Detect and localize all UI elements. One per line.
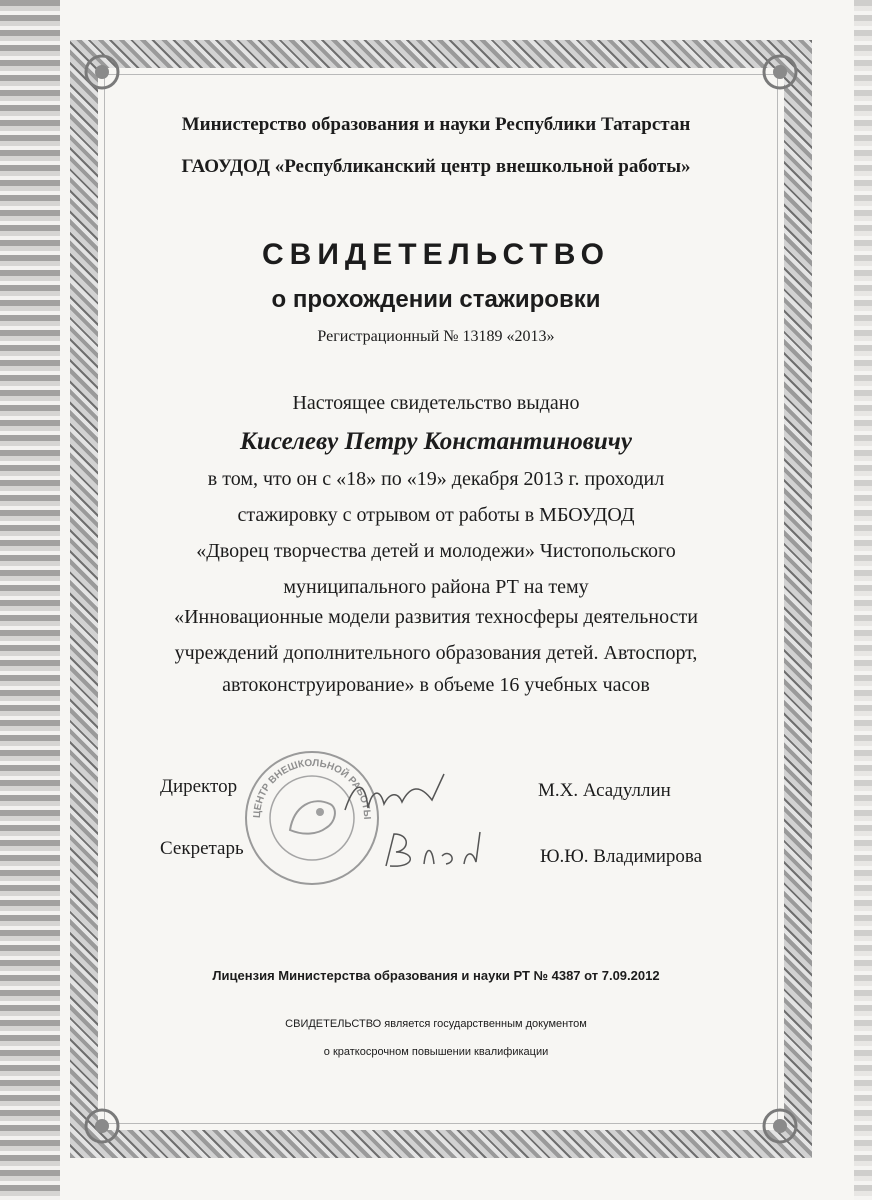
director-name: М.Х. Асадуллин (538, 780, 671, 801)
issued-intro: Настоящее свидетельство выдано (292, 392, 580, 414)
director-signature (340, 770, 450, 820)
body-line: автоконструирование» в объеме 16 учебных часов (222, 674, 650, 696)
corner-ornament-top-right (750, 42, 810, 102)
certificate-title: СВИДЕТЕЛЬСТВО (262, 238, 610, 271)
secretary-signature (380, 826, 490, 876)
footer-note-line: о краткосрочном повышении квалификации (323, 1046, 549, 1058)
svg-text:ЦЕНТР ВНЕШКОЛЬНОЙ РАБОТЫ: ЦЕНТР ВНЕШКОЛЬНОЙ РАБОТЫ (251, 757, 373, 820)
body-line: в том, что он с «18» по «19» декабря 2013 г. проходил (207, 468, 665, 490)
certificate-subtitle: о прохождении стажировки (271, 286, 601, 313)
secretary-label: Секретарь (160, 838, 244, 859)
organization-heading: ГАОУДОД «Республиканский центр внешкольной работы» (181, 156, 691, 177)
recipient-name: Киселеву Петру Константиновичу (239, 428, 633, 455)
corner-ornament-top-left (72, 42, 132, 102)
license-line: Лицензия Министерства образования и науки РТ № 4387 от 7.09.2012 (212, 968, 660, 983)
corner-ornament-bottom-right (750, 1096, 810, 1156)
inner-frame-line (104, 74, 778, 1124)
body-line: учреждений дополнительного образования детей. Автоспорт, (174, 642, 698, 664)
director-label: Директор (160, 776, 238, 797)
corner-ornament-bottom-left (72, 1096, 132, 1156)
body-line: «Инновационные модели развития техносферы деятельности (174, 606, 698, 628)
footer-note-line: СВИДЕТЕЛЬСТВО является государственным документом (285, 1018, 587, 1030)
body-line: муниципального района РТ на тему (283, 576, 589, 598)
body-line: стажировку с отрывом от работы в МБОУДОД (237, 504, 635, 526)
secretary-name: Ю.Ю. Владимирова (540, 846, 703, 867)
registration-number: Регистрационный № 13189 «2013» (317, 328, 555, 345)
body-line: «Дворец творчества детей и молодежи» Чистопольского (196, 540, 676, 562)
ministry-heading: Министерство образования и науки Республики Татарстан (181, 114, 691, 135)
